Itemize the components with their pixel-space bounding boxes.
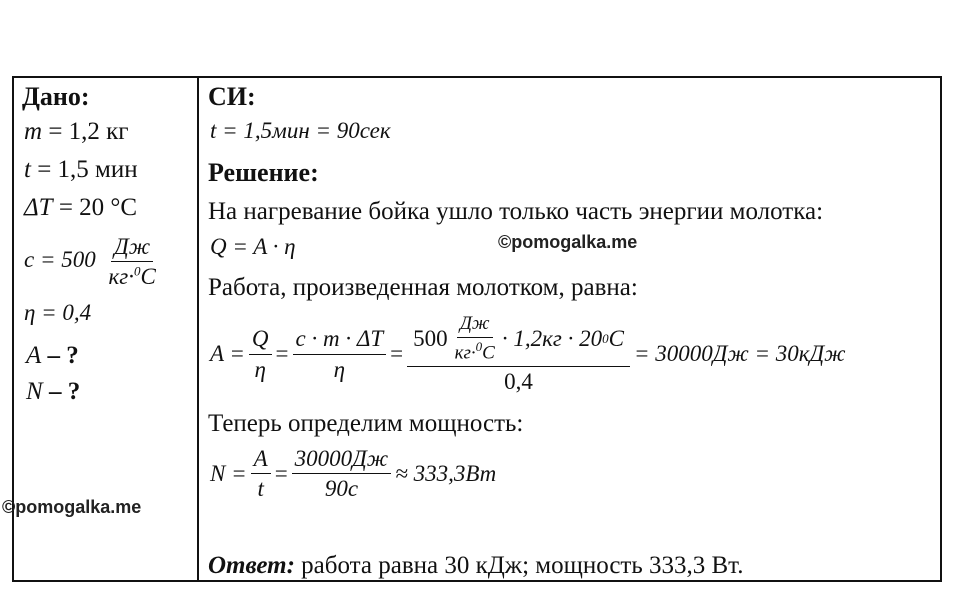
work-frac-1	[249, 326, 272, 382]
work-frac-2-num: c · m · ΔT	[293, 326, 387, 354]
given-mass	[24, 118, 129, 146]
work-eq-sign-1: =	[275, 341, 289, 367]
delta-t-symbol: ΔT	[24, 194, 53, 221]
power-frac-1-den: t	[257, 476, 264, 502]
given-efficiency: η = 0,4	[24, 300, 92, 325]
inner-den-kg: кг·	[454, 342, 476, 364]
si-conversion: t = 1,5мин = 90сек	[210, 118, 391, 143]
equation-energy: Q = A · η	[210, 234, 296, 259]
given-specific-heat	[24, 234, 163, 290]
solution-text-2: Работа, произведенная молотком, равна:	[208, 274, 638, 301]
work-frac-1-num: Q	[249, 326, 272, 354]
unit-den-degree: 0	[133, 263, 141, 279]
watermark-left: ©pomogalka.me	[2, 497, 142, 517]
given-title: Дано:	[22, 82, 90, 111]
column-divider	[197, 76, 199, 582]
work-question: – ?	[47, 342, 79, 369]
work-eq-sign-2: =	[390, 341, 404, 367]
work-frac-3-coefficient: 500	[413, 326, 448, 352]
unit-den-kg: кг·	[108, 264, 134, 290]
work-eq-result: = 30000Дж = 30кДж	[633, 341, 846, 367]
power-eq-result: ≈ 333,3Вт	[395, 460, 497, 486]
find-work	[26, 342, 79, 370]
solution-text-3: Теперь определим мощность:	[208, 410, 524, 437]
power-frac-2-num: 30000Дж	[292, 446, 392, 474]
power-frac-2	[292, 446, 392, 502]
si-title: СИ:	[208, 82, 256, 111]
specific-heat-unit-fraction	[105, 234, 158, 290]
unit-den-c: C	[140, 264, 156, 290]
inner-den-c: C	[482, 342, 495, 364]
answer-label: Ответ:	[208, 552, 295, 579]
work-frac-3-unit-num: Дж	[457, 314, 493, 338]
work-eq-lhs: A =	[210, 341, 245, 367]
time-value: = 1,5 мин	[37, 156, 138, 183]
work-frac-3-unit-fraction	[452, 314, 498, 364]
specific-heat-unit-den	[105, 262, 158, 289]
power-symbol: N	[26, 378, 43, 405]
work-frac-2-den: η	[333, 356, 346, 382]
equation-power	[210, 446, 496, 502]
work-symbol: A	[26, 342, 42, 369]
power-frac-1	[251, 446, 271, 502]
work-frac-2	[293, 326, 387, 382]
delta-t-value: = 20 °C	[58, 194, 138, 221]
power-frac-2-den: 90с	[324, 476, 359, 502]
work-frac-3-num	[407, 314, 630, 367]
power-eq-sign: =	[274, 460, 288, 486]
solution-title: Решение:	[208, 158, 319, 187]
specific-heat-unit-num: Дж	[111, 234, 153, 262]
watermark-center: ©pomogalka.me	[498, 232, 638, 252]
work-frac-3	[407, 314, 630, 394]
given-temperature-change	[24, 194, 137, 222]
work-frac-3-degree: 0	[602, 330, 609, 346]
work-frac-1-den: η	[254, 356, 266, 382]
find-power	[26, 378, 80, 406]
given-time	[24, 156, 138, 184]
answer-line	[208, 552, 743, 580]
work-frac-3-unit-den	[452, 338, 498, 364]
power-question: – ?	[48, 378, 81, 405]
mass-value: = 1,2 кг	[48, 118, 129, 145]
power-frac-1-num: A	[251, 446, 271, 474]
work-frac-3-celsius: C	[608, 326, 624, 352]
inner-den-degree: 0	[475, 338, 483, 354]
time-symbol: t	[24, 156, 31, 183]
specific-heat-lhs: c = 500	[24, 247, 96, 273]
work-frac-3-mass-temp: · 1,2кг · 20	[501, 326, 603, 352]
power-eq-lhs: N =	[210, 460, 247, 486]
mass-symbol: m	[24, 118, 43, 145]
equation-work	[210, 314, 846, 394]
answer-text: работа равна 30 кДж; мощность 333,3 Вт.	[301, 552, 744, 579]
work-frac-3-den: 0,4	[504, 369, 533, 395]
solution-text-1: На нагревание бойка ушло только часть энергии молотка:	[208, 198, 824, 225]
